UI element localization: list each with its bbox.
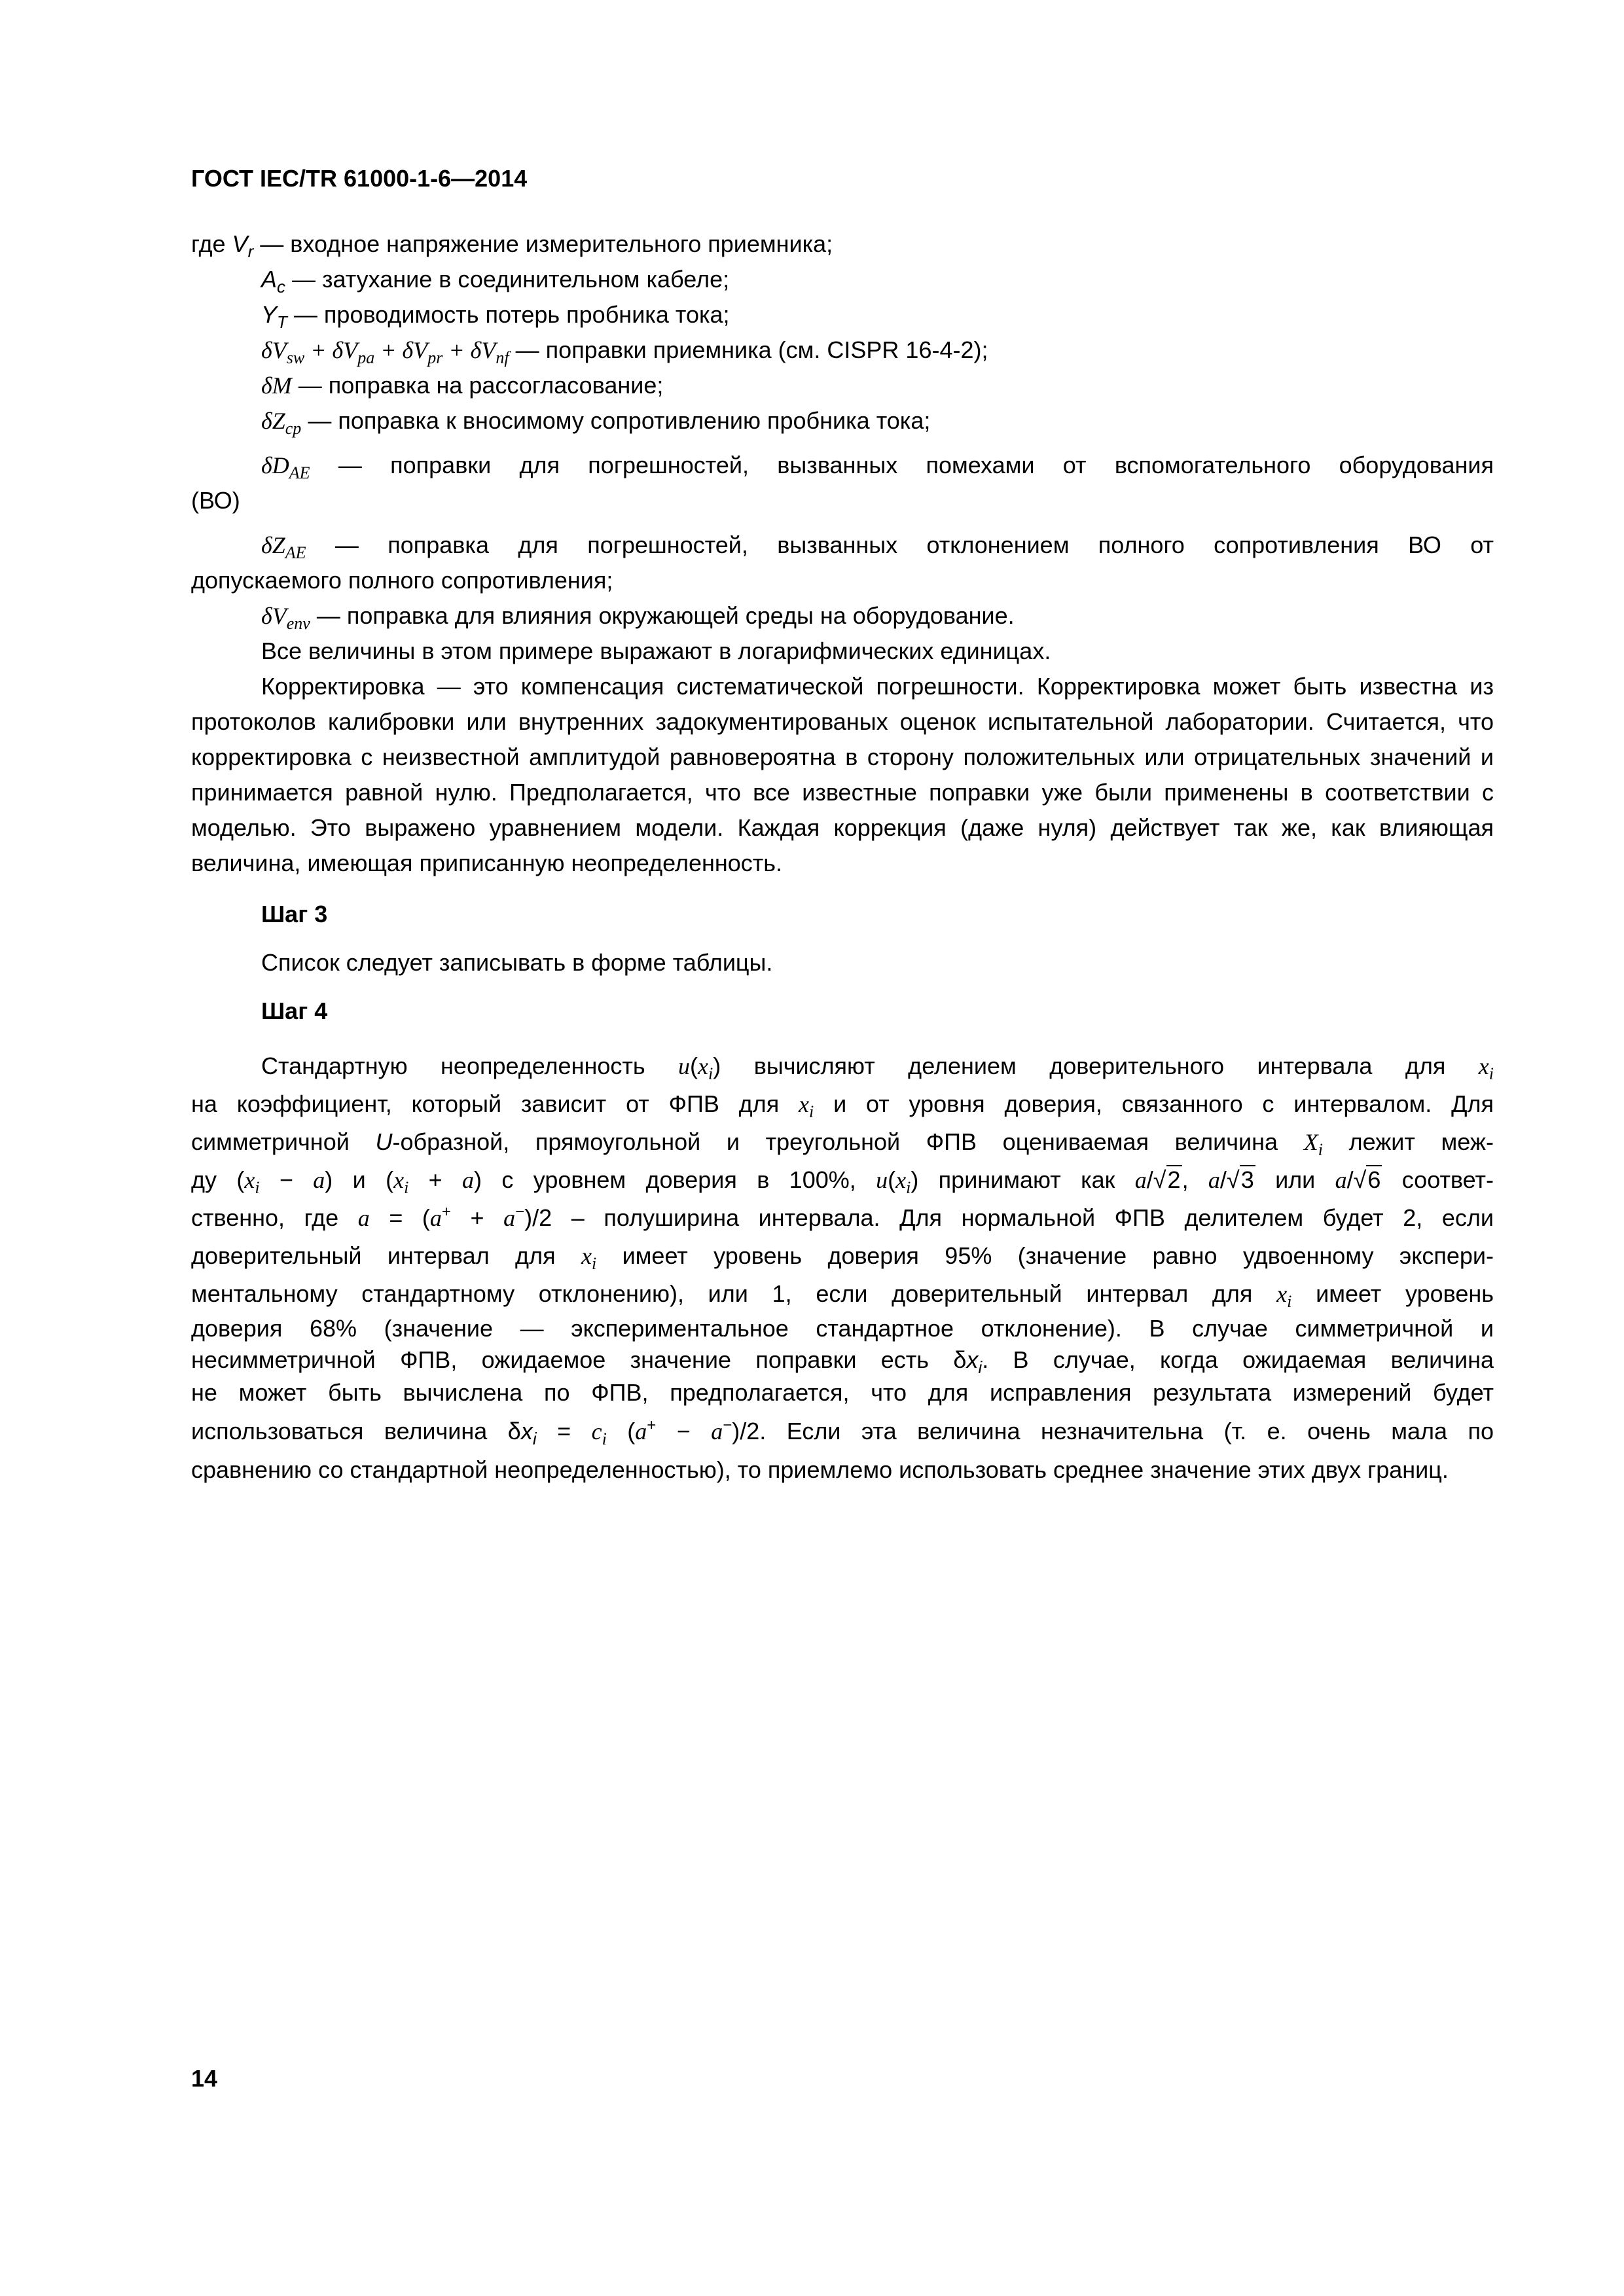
step-4-paragraph: Стандартную неопределенность $u(x_i)$ вычисляют делением доверительного интервала для $x_i$ на коэффициент, который зависит от ФПВ для $x_i$ и от уровня доверия, связанного с интервалом. Для симметричной U-образной, прямоугольной и треугольной ФПВ оцениваемая величина $X_i$ лежит меж- ду $(x_i - a)$ и $(x_i + a)$ с уровнем доверия в 100%, $u(x_i)$ принимают как a/√2, a/√3 или a/√6 соответ- ственно, где a = (a+ + a−)/2 – полуширина интервала. Для нормальной ФПВ делителем будет 2, если доверительный интервал для $x_i$ имеет уровень доверия 95% (значение равно удвоенному экспери- ментальному стандартному отклонению), или 1, если доверительный интервал для $x_i$ имеет уровень доверия 68% (значение — экспериментальное стандартное отклонение). В случае симметричной и несимметричной ФПВ, ожидаемое значение поправки есть $\delta x_i$. В случае, когда ожидаемая величина не может быть вычислена по ФПВ, предполагается, что для исправления результата измерений будет использоваться величина $\delta x_i = c_i$ (a+ − a−)/2. Если эта величина незначительна (т. е. очень мала по сравнению со стандартной неопределенностью), то приемлемо использовать среднее значение этих двух границ. xyxy=(191,1052,1494,1483)
def-dza-cont: допускаемого полного сопротивления; xyxy=(191,567,613,594)
paragraph-correction: Корректировка — это компенсация систематической погрешности. Корректировка может быть известна из протоколов калибровки или внутренних задокументированых оценок испытательной лаборатории. Считается, что корректировка с неизвестной амплитудой равновероятна в сторону положительных или отрицательных значений и принимается равной нулю. Предполагается, что все известные поправки уже были применены в соответствии с моделью. Это выражено уравнением модели. Каждая коррекция (даже нуля) действует так же, как влияющая величина, имеющая приписанную неопределенность. xyxy=(191,673,1494,876)
def-denv: $\delta V_{env}$ — поправка для влияния окружающей среды на оборудование. xyxy=(261,602,1015,633)
def-dm: δM — поправка на рассогласование; xyxy=(261,372,664,399)
step-3-text: Список следует записывать в форме таблицы. xyxy=(261,949,773,976)
text-all-values: Все величины в этом примере выражают в логарифмических единицах. xyxy=(261,637,1051,664)
document-header: ГОСТ IEC/TR 61000-1-6—2014 xyxy=(191,165,528,192)
def-dd-cont: (ВО) xyxy=(191,487,240,514)
step-3-heading: Шаг 3 xyxy=(261,901,328,927)
def-dza: $\delta Z_{AE}$ — поправка для погрешностей, вызванных отклонением полного сопротивления ВО от xyxy=(261,531,1494,562)
def-dz: $\delta Z_{cp}$ — поправка к вносимому сопротивлению пробника тока; xyxy=(261,407,931,438)
def-yt: $Y_T$ — проводимость потерь пробника тока; xyxy=(261,301,730,332)
step-4-heading: Шаг 4 xyxy=(261,997,328,1024)
def-vr: где $V_r$ — входное напряжение измерительного приемника; xyxy=(191,230,833,261)
def-dd: $\delta D_{AE}$ — поправки для погрешностей, вызванных помехами от вспомогательного оборудования xyxy=(261,452,1494,482)
page-number: 14 xyxy=(191,2065,218,2092)
document-body xyxy=(191,226,1494,1487)
def-ac: $A_c$ — затухание в соединительном кабеле; xyxy=(261,266,730,296)
def-dv: $\delta V_{sw} + \delta V_{pa} + \delta V_{pr} + \delta V_{nf}$ — поправки приемника (см. CISPR 16-4-2); xyxy=(261,336,988,367)
